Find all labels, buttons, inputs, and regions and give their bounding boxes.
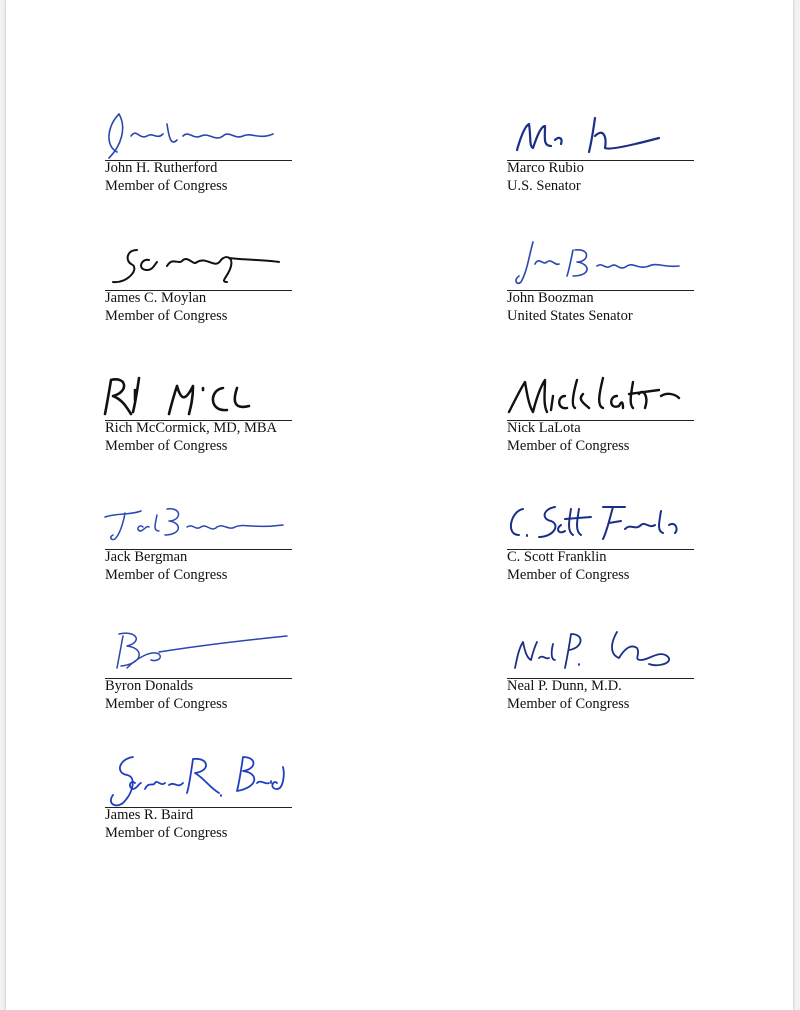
handwritten-signature <box>97 495 297 553</box>
signatory-title: Member of Congress <box>507 567 630 583</box>
handwritten-signature <box>499 106 699 164</box>
signatory-name: John Boozman <box>507 290 594 306</box>
signatory-name: Marco Rubio <box>507 160 584 176</box>
handwritten-signature <box>97 106 297 164</box>
signatory-title: Member of Congress <box>105 438 228 454</box>
handwritten-signature <box>97 624 297 682</box>
signatory-title: Member of Congress <box>105 696 228 712</box>
handwritten-signature <box>499 236 699 294</box>
handwritten-signature <box>499 495 699 553</box>
signatory-name: Byron Donalds <box>105 678 194 694</box>
signatory-name: Nick LaLota <box>507 420 581 436</box>
signatory-name: James R. Baird <box>105 807 194 823</box>
signatory-title: Member of Congress <box>105 308 228 324</box>
signatory-name: James C. Moylan <box>105 290 207 306</box>
signatory-name: C. Scott Franklin <box>507 549 607 565</box>
signatory-title: Member of Congress <box>105 178 228 194</box>
handwritten-signature <box>499 366 699 424</box>
signatory-title: Member of Congress <box>105 567 228 583</box>
handwritten-signature <box>97 236 297 294</box>
signatory-name: Neal P. Dunn, M.D. <box>507 678 622 694</box>
signatory-title: Member of Congress <box>507 438 630 454</box>
document-page <box>6 0 793 1010</box>
signatory-name: John H. Rutherford <box>105 160 218 176</box>
handwritten-signature <box>499 624 699 682</box>
signatory-title: U.S. Senator <box>507 178 581 194</box>
signatory-title: United States Senator <box>507 308 633 324</box>
signatory-name: Rich McCormick, MD, MBA <box>105 420 277 436</box>
signatory-title: Member of Congress <box>105 825 228 841</box>
handwritten-signature <box>97 366 297 424</box>
signatory-name: Jack Bergman <box>105 549 188 565</box>
handwritten-signature <box>97 753 297 811</box>
signatory-title: Member of Congress <box>507 696 630 712</box>
